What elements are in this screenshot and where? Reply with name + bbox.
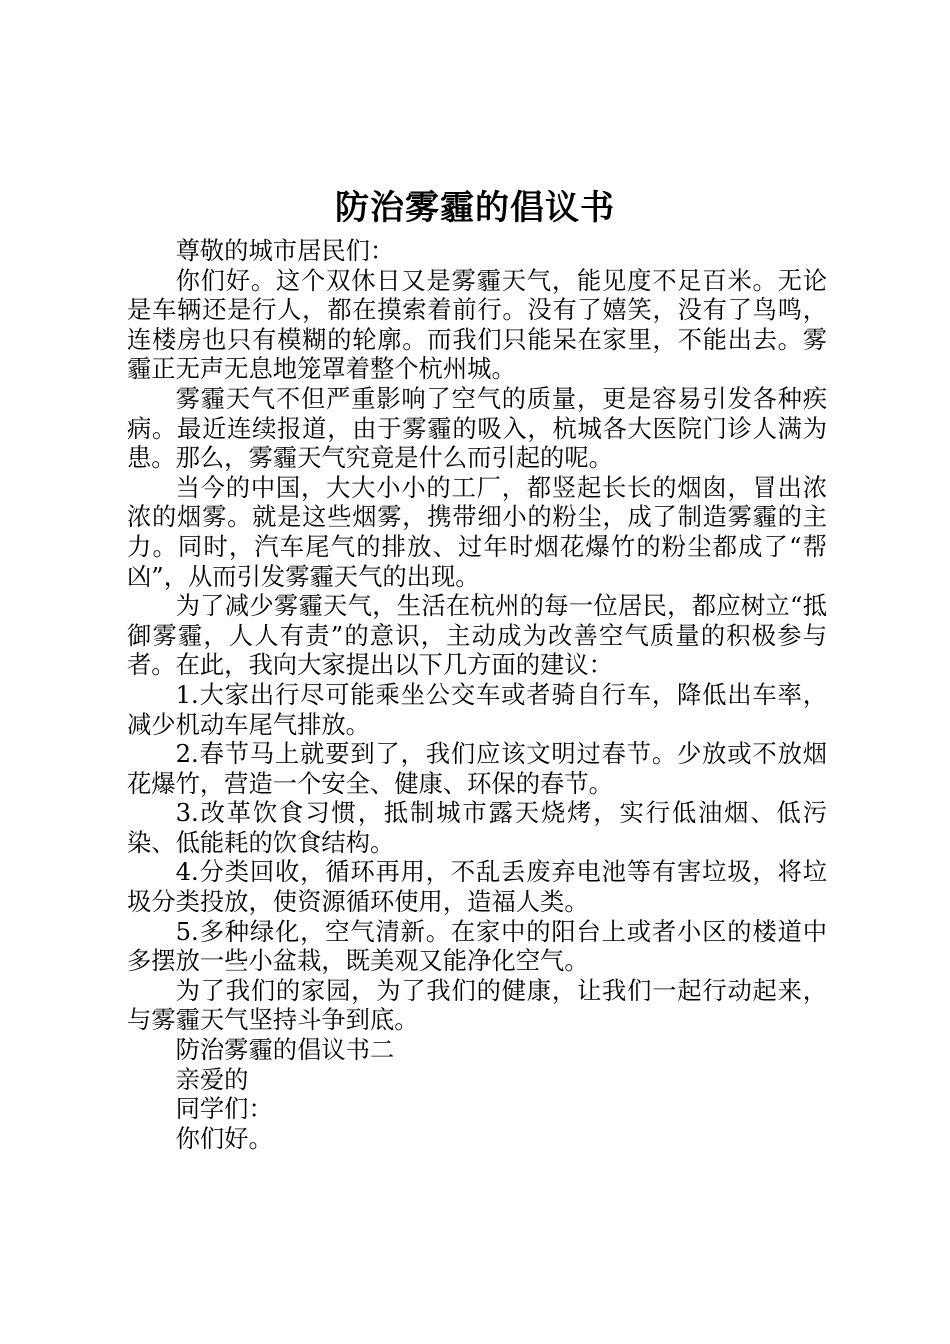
salutation: 尊敬的城市居民们： bbox=[175, 236, 395, 265]
document-body bbox=[127, 236, 827, 1153]
second-letter-heading: 防治雾霾的倡议书二 bbox=[175, 1035, 395, 1065]
paragraph-causes: 当今的中国，大大小小的工厂，都竖起长长的烟囱，冒出浓浓的烟雾。就是这些烟雾，携带细小的粉尘，成了制造雾霾的主力。同时，汽车尾气的排放、过年时烟花爆竹的粉尘都成了“帮凶”，从而引发雾霾天气的出现。 bbox=[127, 472, 827, 591]
paragraph-closing: 为了我们的家园，为了我们的健康，让我们一起行动起来，与雾霾天气坚持斗争到底。 bbox=[127, 975, 827, 1035]
paragraph-proposal: 为了减少雾霾天气，生活在杭州的每一位居民，都应树立“抵御雾霾，人人有责”的意识，主动成为改善空气质量的积极参与者。在此，我向大家提出以下几方面的建议： bbox=[127, 591, 827, 680]
second-letter-salutation-line-2: 同学们： bbox=[175, 1094, 273, 1124]
paragraph-health-impact: 雾霾天气不但严重影响了空气的质量，更是容易引发各种疾病。最近连续报道，由于雾霾的吸入，杭城各大医院门诊人满为患。那么，雾霾天气究竟是什么而引起的呢。 bbox=[127, 383, 827, 473]
paragraph-greeting: 你们好。这个双休日又是雾霾天气，能见度不足百米。无论是车辆还是行人，都在摸索着前行。没有了嬉笑，没有了鸟鸣，连楼房也只有模糊的轮廓。而我们只能呆在家里，不能出去。雾霾正无声无息地笼罩着整个杭州城。 bbox=[127, 265, 827, 384]
suggestion-4: 4.分类回收，循环再用，不乱丢废弃电池等有害垃圾，将垃圾分类投放，使资源循环使用，造福人类。 bbox=[127, 857, 827, 917]
suggestion-5: 5.多种绿化，空气清新。在家中的阳台上或者小区的楼道中多摆放一些小盆栽，既美观又能净化空气。 bbox=[127, 916, 827, 976]
second-letter-greeting: 你们好。 bbox=[175, 1123, 273, 1153]
document-title: 防治雾霾的倡议书 bbox=[335, 188, 615, 228]
suggestion-3: 3.改革饮食习惯，抵制城市露天烧烤，实行低油烟、低污染、低能耗的饮食结构。 bbox=[127, 798, 827, 857]
suggestion-1: 1.大家出行尽可能乘坐公交车或者骑自行车，降低出车率，减少机动车尾气排放。 bbox=[127, 679, 827, 739]
second-letter-salutation-line-1: 亲爱的 bbox=[175, 1064, 249, 1094]
suggestion-2: 2.春节马上就要到了，我们应该文明过春节。少放或不放烟花爆竹，营造一个安全、健康、环保的春节。 bbox=[127, 739, 827, 798]
